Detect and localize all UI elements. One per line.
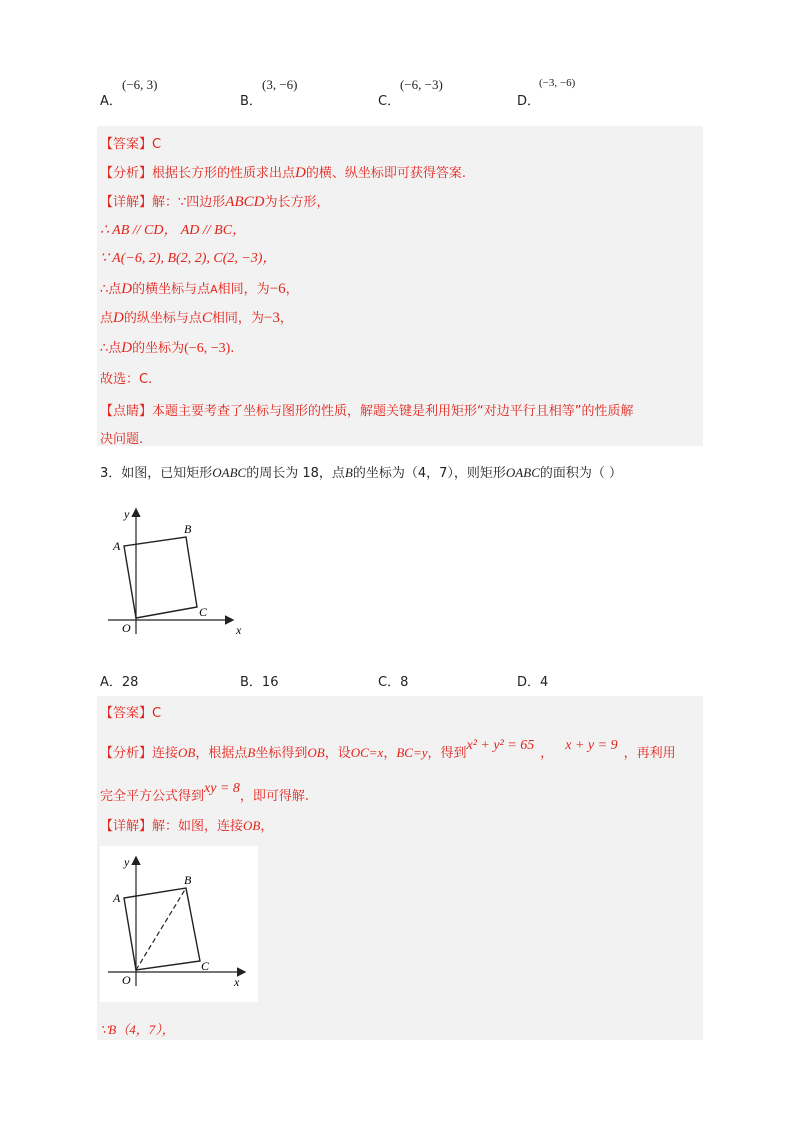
value: −3 (263, 310, 280, 326)
answer-value: C (152, 137, 162, 152)
text: . (230, 341, 235, 356)
text: 的纵坐标与点 (123, 311, 202, 326)
label-b: B (184, 522, 192, 536)
q3-option-c (378, 671, 408, 690)
text: ， (383, 746, 397, 761)
point-c: C (201, 310, 212, 326)
answer-value: C (152, 706, 162, 721)
point-a: A (210, 283, 218, 296)
point-d: D (121, 281, 133, 297)
analysis-text-b: 的横、纵坐标即可获得答案. (305, 166, 467, 181)
text: 的面积为（ ） (539, 466, 623, 481)
text: ，得到 (427, 746, 467, 761)
q2-option-b-value: (3, −6) (262, 77, 298, 92)
rect-name: OABC (505, 465, 540, 480)
label-a: A (113, 891, 121, 905)
q3-figure (100, 500, 260, 640)
q3-option-d (517, 671, 548, 690)
q2-result-line (100, 337, 234, 357)
analysis-tag: 【分析】 (100, 746, 153, 761)
rect-name: OABC (212, 465, 247, 480)
point-b: B (344, 465, 353, 480)
analysis-text-a: 根据长方形的性质求出点 (152, 166, 296, 181)
text: ， (285, 282, 299, 297)
q2-option-d-letter: D． (517, 94, 541, 109)
text: 的坐标为 (132, 341, 185, 356)
text: 的周长为 18，点 (246, 466, 345, 481)
analysis-point-d: D (295, 165, 306, 181)
point-d: D (113, 310, 124, 326)
q2-option-c-letter: C． (378, 94, 401, 109)
text: ，根据点 (195, 746, 248, 761)
letter: C． (378, 675, 401, 690)
comment-text: 本题主要考查了坐标与图形的性质，解题关键是利用矩形“对边平行且相等”的性质解 (152, 404, 634, 419)
point-b: B (247, 745, 256, 760)
q2-comment-line (100, 400, 634, 419)
q3-stem (100, 462, 622, 481)
q3-detail-line (100, 815, 273, 834)
segment-ob: OB (307, 745, 325, 760)
rectangle-oabc (124, 537, 197, 618)
q3-solution-figure (100, 846, 258, 1002)
detail-text-a: 解：∵四边形 (152, 195, 226, 210)
answer-tag: 【答案】 (100, 706, 153, 721)
q2-y-coord-line (100, 307, 293, 327)
letter: A． (100, 675, 122, 690)
q3-analysis-line (100, 738, 676, 762)
label-y: y (124, 855, 130, 869)
text: 完全平方公式得到 (100, 789, 205, 804)
text: ，即可得解. (239, 789, 310, 804)
detail-text-b: 为长方形， (264, 195, 330, 210)
label-y: y (124, 507, 130, 521)
text: 连接 (152, 746, 179, 761)
value: 4 (540, 675, 549, 690)
q2-option-a-letter: A． (100, 94, 122, 109)
diagonal-ob (136, 888, 186, 970)
segment-ob: OB (178, 745, 196, 760)
text: 坐标得到 (255, 746, 308, 761)
value: −6 (269, 281, 286, 297)
equation-2: x + y = 9 (565, 738, 618, 753)
text: ，设 (324, 746, 351, 761)
label-x: x (236, 623, 242, 637)
q2-analysis-line (100, 162, 466, 182)
letter: D． (517, 675, 541, 690)
q2-option-b-letter: B． (240, 94, 262, 109)
q3-answer-line (100, 702, 161, 721)
q2-detail-line (100, 191, 329, 211)
equation-1: x² + y² = 65 (466, 738, 535, 753)
detail-tag: 【详解】 (100, 195, 153, 210)
value: 8 (400, 675, 409, 690)
q2-option-c-value: (−6, −3) (400, 77, 443, 92)
label-b: B (184, 873, 192, 887)
label-a: A (113, 539, 121, 553)
label-x: x (234, 975, 240, 989)
detail-abcd: ABCD (225, 194, 265, 210)
segment-ob: OB (243, 818, 261, 833)
q2-choice-line: 故选：C. (100, 372, 153, 387)
text: 的横坐标与点 (132, 282, 211, 297)
label-o: O (122, 973, 131, 987)
rectangle-oabc (124, 888, 200, 970)
comment-tag: 【点睛】 (100, 404, 153, 419)
text: ， (279, 311, 293, 326)
q3-option-a (100, 671, 138, 690)
q2-coords-line: ∵ A(−6, 2), B(2, 2), C(2, −3)， (100, 251, 277, 266)
equation-3: xy = 8 (204, 781, 240, 796)
label-c: C (199, 605, 208, 619)
text: ∴点 (100, 341, 122, 356)
value: 16 (261, 675, 279, 690)
q2-option-d-value: (−3, −6) (539, 77, 576, 89)
letter: B． (240, 675, 262, 690)
point-d: D (121, 340, 133, 356)
text: ∴点 (100, 282, 122, 297)
text: ， (540, 746, 554, 761)
q2-parallel-line: ∴ AB // CD， AD // BC， (100, 223, 247, 238)
label-c: C (201, 959, 210, 973)
detail-tag: 【详解】 (100, 819, 153, 834)
text: 3．如图，已知矩形 (100, 466, 213, 481)
value: 28 (121, 675, 139, 690)
q3-coord-b-line: ∵B（4，7）， (100, 1022, 175, 1037)
analysis-tag: 【分析】 (100, 166, 153, 181)
q2-x-coord-line (100, 278, 299, 298)
answer-tag: 【答案】 (100, 137, 153, 152)
value: (−6, −3) (184, 341, 231, 356)
text: 相同，为 (211, 311, 264, 326)
q3-analysis-line-2 (100, 781, 310, 805)
q3-option-b (240, 671, 278, 690)
text: ， (260, 819, 274, 834)
q2-comment-line-2: 决问题. (100, 432, 144, 447)
q2-option-a-value: (−6, 3) (122, 77, 158, 92)
q2-answer-line (100, 133, 161, 152)
text: 的坐标为（4，7），则矩形 (352, 466, 506, 481)
var-bc: BC=y (396, 745, 428, 760)
var-oc: OC=x (350, 745, 384, 760)
label-o: O (122, 621, 131, 635)
text: ，再利用 (623, 746, 676, 761)
text: 点 (100, 311, 114, 326)
text: 相同，为 (217, 282, 270, 297)
text: 解：如图，连接 (152, 819, 244, 834)
